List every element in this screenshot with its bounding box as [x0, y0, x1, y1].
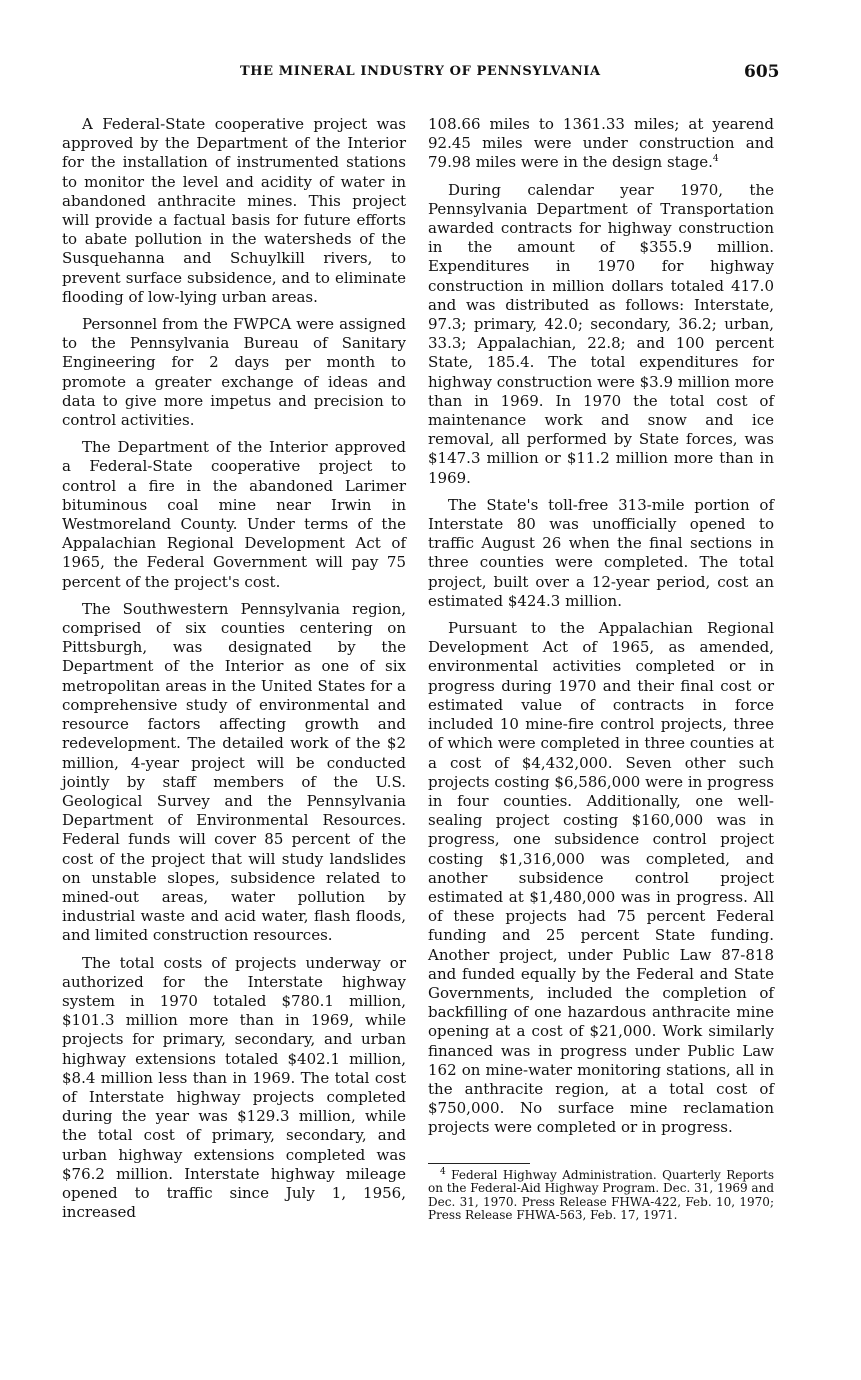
footnote-reference: 4: [712, 154, 719, 165]
running-title: THE MINERAL INDUSTRY OF PENNSYLVANIA: [240, 64, 601, 79]
paragraph: The Department of the Interior approved a Federal-State cooperative project to control a fire in the abandoned Larimer bituminous coal mine near Irwin in Westmoreland County. Under terms of the Appalachian Regional Development Act of 1965, the Federal Government will pay 75 percent of the project's cost.: [62, 438, 406, 591]
left-column: [62, 115, 406, 1230]
paragraph-continuation: [428, 115, 774, 173]
page-number: 605: [744, 62, 780, 82]
footnote-divider: [428, 1163, 530, 1164]
paragraph: The Southwestern Pennsylvania region, comprised of six counties centering on Pittsburgh, was designated by the Department of the Interior as one of six metropolitan areas in the United States for a comprehensive study of environmental and resource factors affecting growth and redevelopment. The detailed work of the $2 million, 4-year project will be conducted jointly by staff members of the U.S. Geological Survey and the Pennsylvania Department of Environmental Resources. Federal funds will cover 85 percent of the cost of the project that will study landslides on unstable slopes, subsidence related to mined-out areas, water pollution by industrial waste and acid water, flash floods, and limited construction resources.: [62, 599, 406, 945]
paragraph: The total costs of projects underway or authorized for the Interstate highway system in 1970 totaled $780.1 million, $101.3 million more than in 1969, while projects for primary, secondary, and urban highway extensions totaled $402.1 million, $8.4 million less than in 1969. The total cost of Interstate highway projects completed during the year was $129.3 million, while the total cost of primary, secondary, and urban highway extensions completed was $76.2 million. Interstate highway mileage opened to traffic since July 1, 1956, increased: [62, 953, 406, 1222]
paragraph: During calendar year 1970, the Pennsylvania Department of Transportation awarded contracts for highway construction in the amount of $355.9 million. Expenditures in 1970 for highway construction in million dollars totaled 417.0 and was distributed as follows: Interstate, 97.3; primary, 42.0; secondary, 36.2; urban, 33.3; Appalachian, 22.8; and 100 percent State, 185.4. The total expenditures for highway construction were $3.9 million more than in 1969. In 1970 the total cost of maintenance work and snow and ice removal, all performed by State forces, was $147.3 million or $11.2 million more than in 1969.: [428, 180, 774, 487]
paragraph: A Federal-State cooperative project was approved by the Department of the Interior for the installation of instrumented stations to monitor the level and acidity of water in abandoned anthracite mines. This project will provide a factual basis for future efforts to abate pollution in the watersheds of the Susquehanna and Schuylkill rivers, to prevent surface subsidence, and to eliminate flooding of low-lying urban areas.: [62, 115, 406, 306]
paragraph: The State's toll-free 313-mile portion of Interstate 80 was unofficially opened to traffic August 26 when the final sections in three counties were completed. The total project, built over a 12-year period, cost an estimated $424.3 million.: [428, 495, 774, 610]
paragraph: Personnel from the FWPCA were assigned to the Pennsylvania Bureau of Sanitary Engineering for 2 days per month to promote a greater exchange of ideas and data to give more impetus and precision to control activities.: [62, 315, 406, 430]
continuation-text: 108.66 miles to 1361.33 miles; at yearend 92.45 miles were under construction and 79.98 miles were in the design stage.: [428, 115, 774, 172]
footnote-text: Federal Highway Administration. Quarterly Reports on the Federal-Aid Highway Program. Dec. 31, 1969 and Dec. 31, 1970. Press Release FHWA-422, Feb. 10, 1970; Press Release FHWA-563, Feb. 17, 1971.: [428, 1168, 774, 1223]
footnote: [428, 1169, 774, 1223]
footnote-marker: 4: [440, 1167, 446, 1177]
paragraph: Pursuant to the Appalachian Regional Development Act of 1965, as amended, environmental activities completed or in progress during 1970 and their final cost or estimated value of contracts in force included 10 mine-fire control projects, three of which were completed in three counties at a cost of $4,432,000. Seven other such projects costing $6,586,000 were in progress in four counties. Additionally, one well-sealing project costing $160,000 was in progress, one subsidence control project costing $1,316,000 was completed, and another subsidence control project estimated at $1,480,000 was in progress. All of these projects had 75 percent Federal funding and 25 percent State funding. Another project, under Public Law 87-818 and funded equally by the Federal and State Governments, included the completion of backfilling of one hazardous anthracite mine opening at a cost of $21,000. Work similarly financed was in progress under Public Law 162 on mine-water monitoring stations, all in the anthracite region, at a total cost of $750,000. No surface mine reclamation projects were completed or in progress.: [428, 619, 774, 1137]
right-column: [428, 115, 774, 1146]
